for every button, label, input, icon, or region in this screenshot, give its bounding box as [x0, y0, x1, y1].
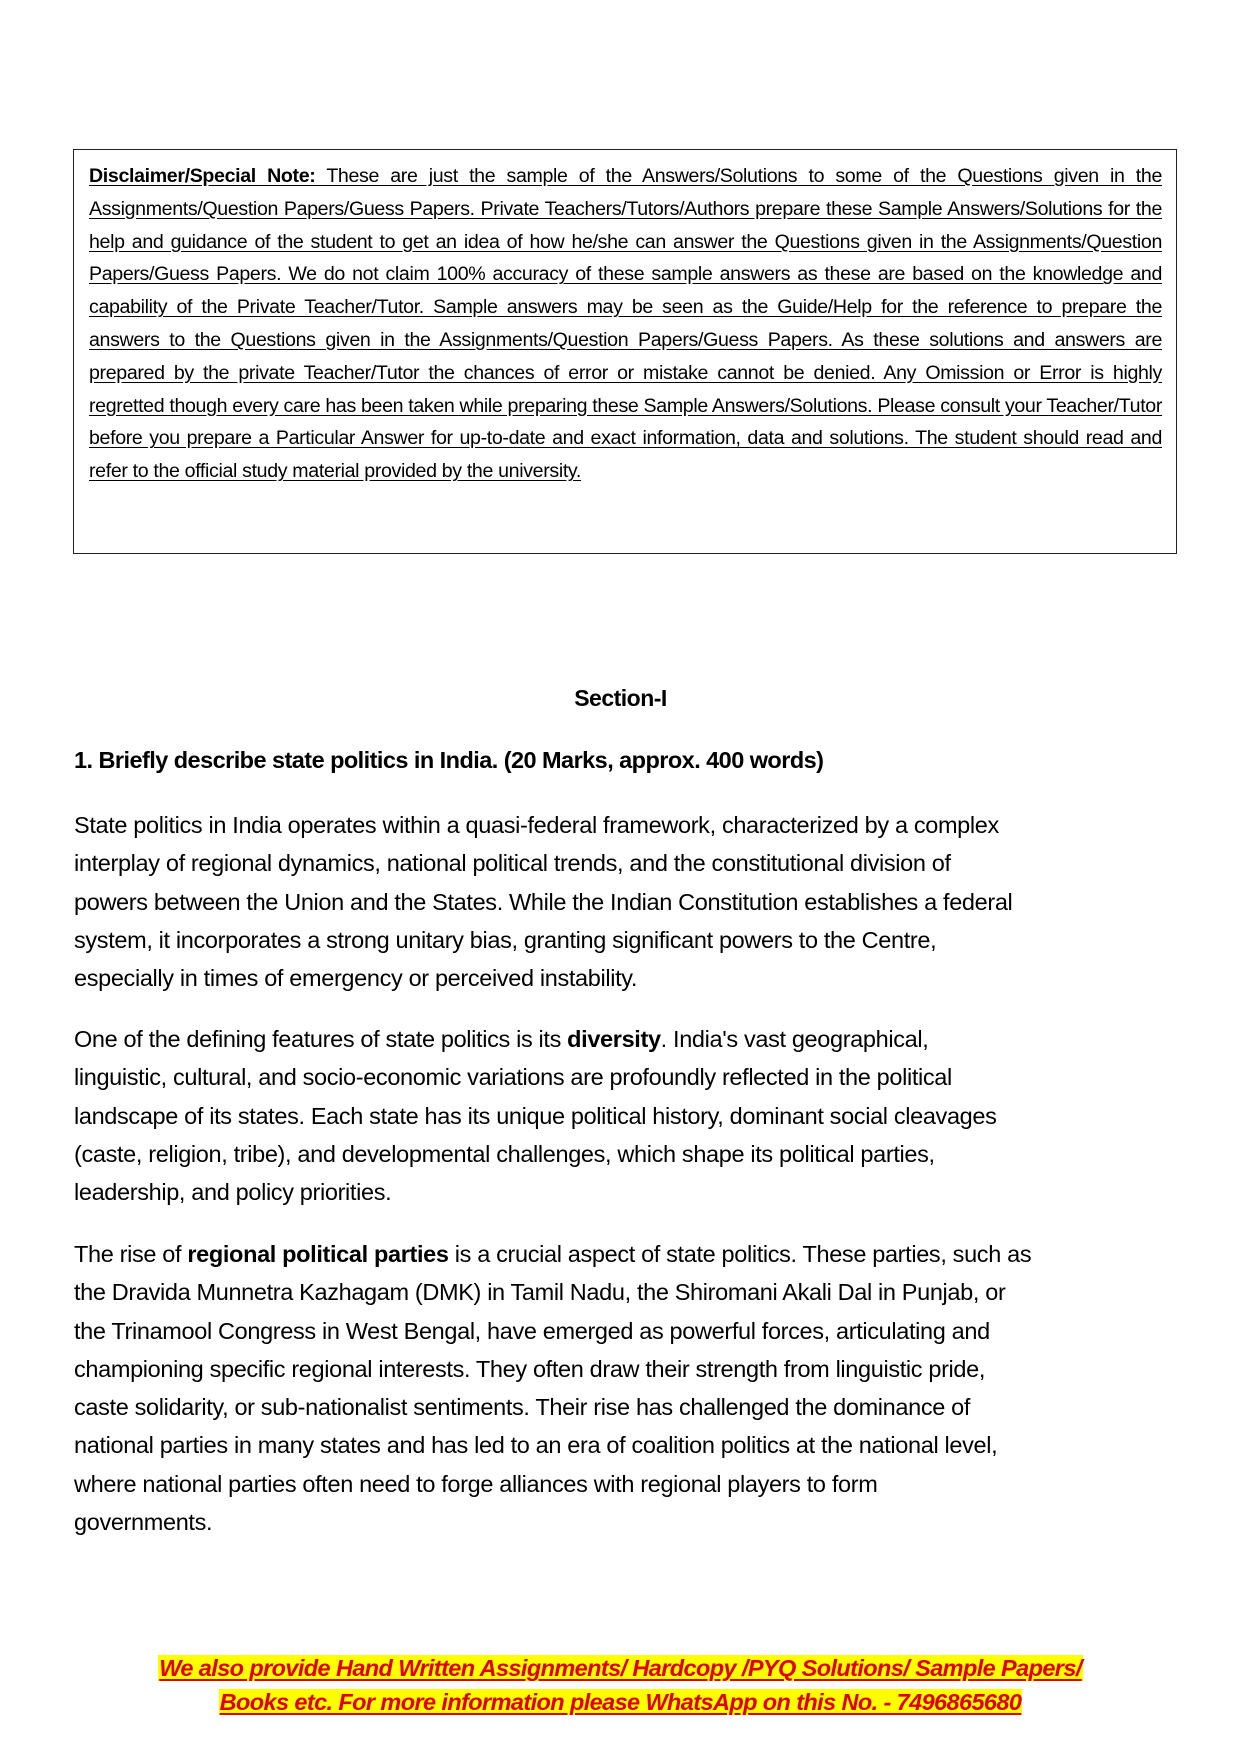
paragraph-line: leadership, and policy priorities.	[74, 1179, 392, 1206]
paragraph-line: governments.	[74, 1509, 213, 1536]
paragraph-line: linguistic, cultural, and socio-economic variations are profoundly reflected in the political	[74, 1064, 952, 1091]
paragraph-line: caste solidarity, or sub-nationalist sentiments. Their rise has challenged the dominance of	[74, 1394, 971, 1421]
disclaimer-lead: Disclaimer/Special Note:	[89, 165, 316, 187]
promo-line-1: We also provide Hand Written Assignments/ Hardcopy /PYQ Solutions/ Sample Papers/	[159, 1655, 1082, 1681]
paragraph-line: State politics in India operates within a quasi-federal framework, characterized by a complex	[74, 812, 999, 838]
paragraph-line: system, it incorporates a strong unitary bias, granting significant powers to the Centre,	[74, 926, 937, 953]
paragraph-line: where national parties often need to forge alliances with regional players to form	[74, 1470, 878, 1497]
section-title: Section-I	[574, 685, 667, 711]
paragraph-line: (caste, religion, tribe), and developmental challenges, which shape its political parties,	[74, 1140, 935, 1167]
disclaimer-body: These are just the sample of the Answers/Solutions to some of the Questions given in the Assignments/Question Papers/Guess Papers. Private Teachers/Tutors/Authors prepare these Sample Answers/Solutions for the help and guidance of the student to get an idea of how he/she can answer the Questions given in the Assignments/Question Papers/Guess Papers. We do not claim 100% accuracy of these sample answers as these are based on the knowledge and capability of the Private Teacher/Tutor. Sample answers may be seen as the Guide/Help for the reference to prepare the answers to the Questions given in the Assignments/Question Papers/Guess Papers. As these solutions and answers are prepared by the private Teacher/Tutor the chances of error or mistake cannot be denied. Any Omission or Error is highly regretted though every care has been taken while preparing these Sample Answers/Solutions. Please consult your Teacher/Tutor before you prepare a Particular Answer for up-to-date and exact information, data and solutions. The student should read and refer to the official study material provided by the university.	[89, 165, 1163, 483]
answer-paragraph-1	[74, 806, 1184, 997]
promo-line-2: Books etc. For more information please WhatsApp on this No. - 7496865680	[219, 1689, 1022, 1715]
bold-term-diversity: diversity	[567, 1026, 661, 1052]
answer-paragraph-2	[74, 1020, 1184, 1211]
promo-banner	[0, 1651, 1241, 1719]
paragraph-line: interplay of regional dynamics, national political trends, and the constitutional division of	[74, 850, 951, 877]
disclaimer-box	[73, 149, 1177, 554]
text-run: is a crucial aspect of state politics. These parties, such as	[448, 1241, 1032, 1267]
answer-paragraph-3	[74, 1235, 1184, 1541]
paragraph-line	[74, 1235, 1184, 1273]
bold-term-regional-parties: regional political parties	[187, 1241, 449, 1267]
paragraph-line	[74, 1020, 1184, 1058]
paragraph-line: national parties in many states and has led to an era of coalition politics at the national level,	[74, 1432, 998, 1459]
paragraph-line: championing specific regional interests. They often draw their strength from linguistic pride,	[74, 1355, 986, 1382]
text-run: One of the defining features of state politics is its	[74, 1026, 568, 1052]
text-run: . India's vast geographical,	[660, 1026, 929, 1052]
paragraph-line: the Trinamool Congress in West Bengal, have emerged as powerful forces, articulating and	[74, 1317, 990, 1344]
paragraph-line: powers between the Union and the States. While the Indian Constitution establishes a federal	[74, 888, 1013, 915]
disclaimer-text	[89, 160, 1162, 488]
paragraph-line: the Dravida Munnetra Kazhagam (DMK) in Tamil Nadu, the Shiromani Akali Dal in Punjab, or	[74, 1279, 1006, 1306]
question-heading: 1. Briefly describe state politics in India. (20 Marks, approx. 400 words)	[74, 747, 824, 773]
paragraph-line: especially in times of emergency or perceived instability.	[74, 965, 638, 992]
text-run: The rise of	[74, 1241, 188, 1267]
paragraph-line: landscape of its states. Each state has its unique political history, dominant social cleavages	[74, 1102, 997, 1129]
